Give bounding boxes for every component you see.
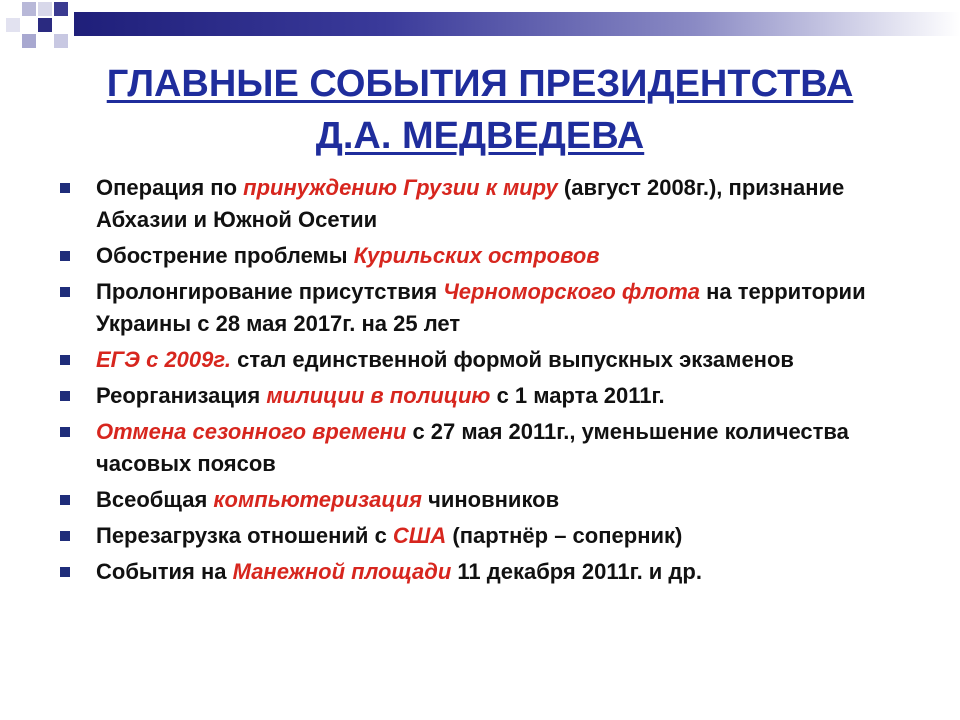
list-item: События на Манежной площади 11 декабря 2011г. и др. [60,556,920,588]
square-bullet-icon [60,567,70,577]
list-item: Перезагрузка отношений с США (партнёр – соперник) [60,520,920,552]
slide-title [0,58,960,162]
decor-square [38,18,52,32]
highlight-text: Отмена сезонного времени [96,419,407,444]
decor-square [22,2,36,16]
list-item: Пролонгирование присутствия Черноморского флота на территории Украины с 28 мая 2017г. на 25 лет [60,276,920,340]
list-item: Обострение проблемы Курильских островов [60,240,920,272]
header-decoration [0,0,960,60]
title-line-1: ГЛАВНЫЕ СОБЫТИЯ ПРЕЗИДЕНТСТВА [106,63,854,105]
square-bullet-icon [60,287,70,297]
highlight-text: милиции в полицию [266,383,491,408]
header-gradient-bar [74,12,960,36]
highlight-text: компьютеризация [213,487,422,512]
highlight-text: Манежной площади [232,559,452,584]
title-line-2: Д.А. МЕДВЕДЕВА [315,115,645,157]
square-bullet-icon [60,531,70,541]
highlight-text: принуждению Грузии к миру [243,175,558,200]
highlight-text: ЕГЭ с 2009г. [96,347,231,372]
decor-square [6,18,20,32]
highlight-text: Черноморского флота [443,279,701,304]
list-item: Реорганизация милиции в полицию с 1 марта 2011г. [60,380,920,412]
decor-square [38,2,52,16]
list-item: ЕГЭ с 2009г. стал единственной формой выпускных экзаменов [60,344,920,376]
events-list [60,172,920,592]
square-bullet-icon [60,427,70,437]
highlight-text: США [392,523,447,548]
square-bullet-icon [60,495,70,505]
list-item: Отмена сезонного времени с 27 мая 2011г., уменьшение количества часовых поясов [60,416,920,480]
list-item: Всеобщая компьютеризация чиновников [60,484,920,516]
square-bullet-icon [60,391,70,401]
square-bullet-icon [60,251,70,261]
decor-square [54,2,68,16]
highlight-text: Курильских островов [353,243,600,268]
decor-square [22,34,36,48]
decor-square [54,34,68,48]
list-item: Операция по принуждению Грузии к миру (август 2008г.), признание Абхазии и Южной Осетии [60,172,920,236]
square-bullet-icon [60,183,70,193]
square-bullet-icon [60,355,70,365]
